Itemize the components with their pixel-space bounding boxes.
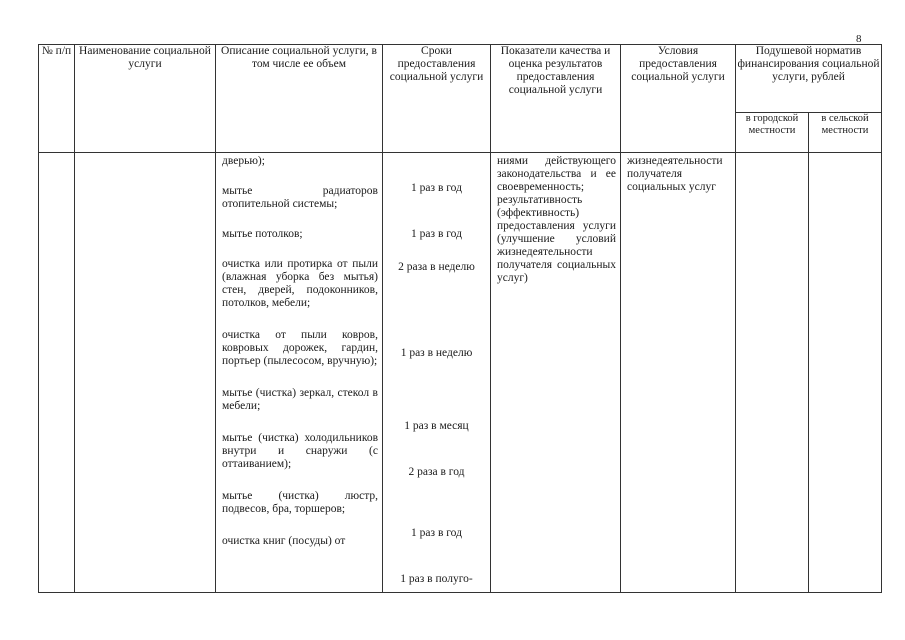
cell-terms [383,153,491,593]
item-term: 2 раза в год [408,466,465,478]
header-norm-city: в городской местности [736,113,809,153]
item-desc: мытье (чистка) зеркал, стекол в мебели; [222,387,378,412]
quality-text: ниями действующего законодательства и ее своевременность; результативность (эффективность) предоставления услуги (улучшение условий жизнедеятельности получателя социальных услуг) [497,155,616,284]
cell-description [216,153,383,593]
item-term: 1 раз в год [411,527,462,539]
item-term: 1 раз в полуго- [400,573,473,585]
cell-norm-rural [809,153,882,593]
item-desc: мытье (чистка) люстр, подвесов, бра, торшеров; [222,490,378,515]
header-name: Наименование социальной услуги [75,45,216,153]
header-conditions: Условия предоставления социальной услуги [621,45,736,153]
services-table [38,44,882,593]
header-num: № п/п [39,45,75,153]
conditions-text: жизнедеятельности получателя социальных услуг [627,155,723,193]
item-desc: мытье радиаторов отопительной системы; [222,185,378,210]
item-desc: мытье потолков; [222,228,303,240]
header-norm: Подушевой норматив финансирования социальной услуги, рублей [736,45,882,113]
header-quality: Показатели качества и оценка результатов предоставления социальной услуги [491,45,621,153]
cell-conditions [621,153,736,593]
item-term: 1 раз в год [411,228,462,240]
item-term: 2 раза в неделю [398,261,475,273]
item-term: 1 раз в неделю [400,347,473,359]
cell-quality [491,153,621,593]
item-desc: мытье (чистка) холодильников внутри и снаружи (с оттаиванием); [222,432,378,470]
cell-norm-city [736,153,809,593]
header-description: Описание социальной услуги, в том числе ее объем [216,45,383,153]
table-row [39,153,882,593]
item-term: 1 раз в месяц [404,420,469,432]
item-desc: очистка книг (посуды) от [222,535,346,547]
item-term: 1 раз в год [411,182,462,194]
page-number: 8 [856,33,862,45]
cell-num [39,153,75,593]
item-desc: очистка или протирка от пыли (влажная уборка без мытья) стен, дверей, подоконников, потолков, мебели; [222,258,378,309]
item-desc: дверью); [222,155,265,167]
cell-name [75,153,216,593]
header-terms: Сроки предоставления социальной услуги [383,45,491,153]
item-desc: очистка от пыли ковров, ковровых дорожек, гардин, портьер (пылесосом, вручную); [222,329,378,367]
header-norm-rural: в сельской местности [809,113,882,153]
